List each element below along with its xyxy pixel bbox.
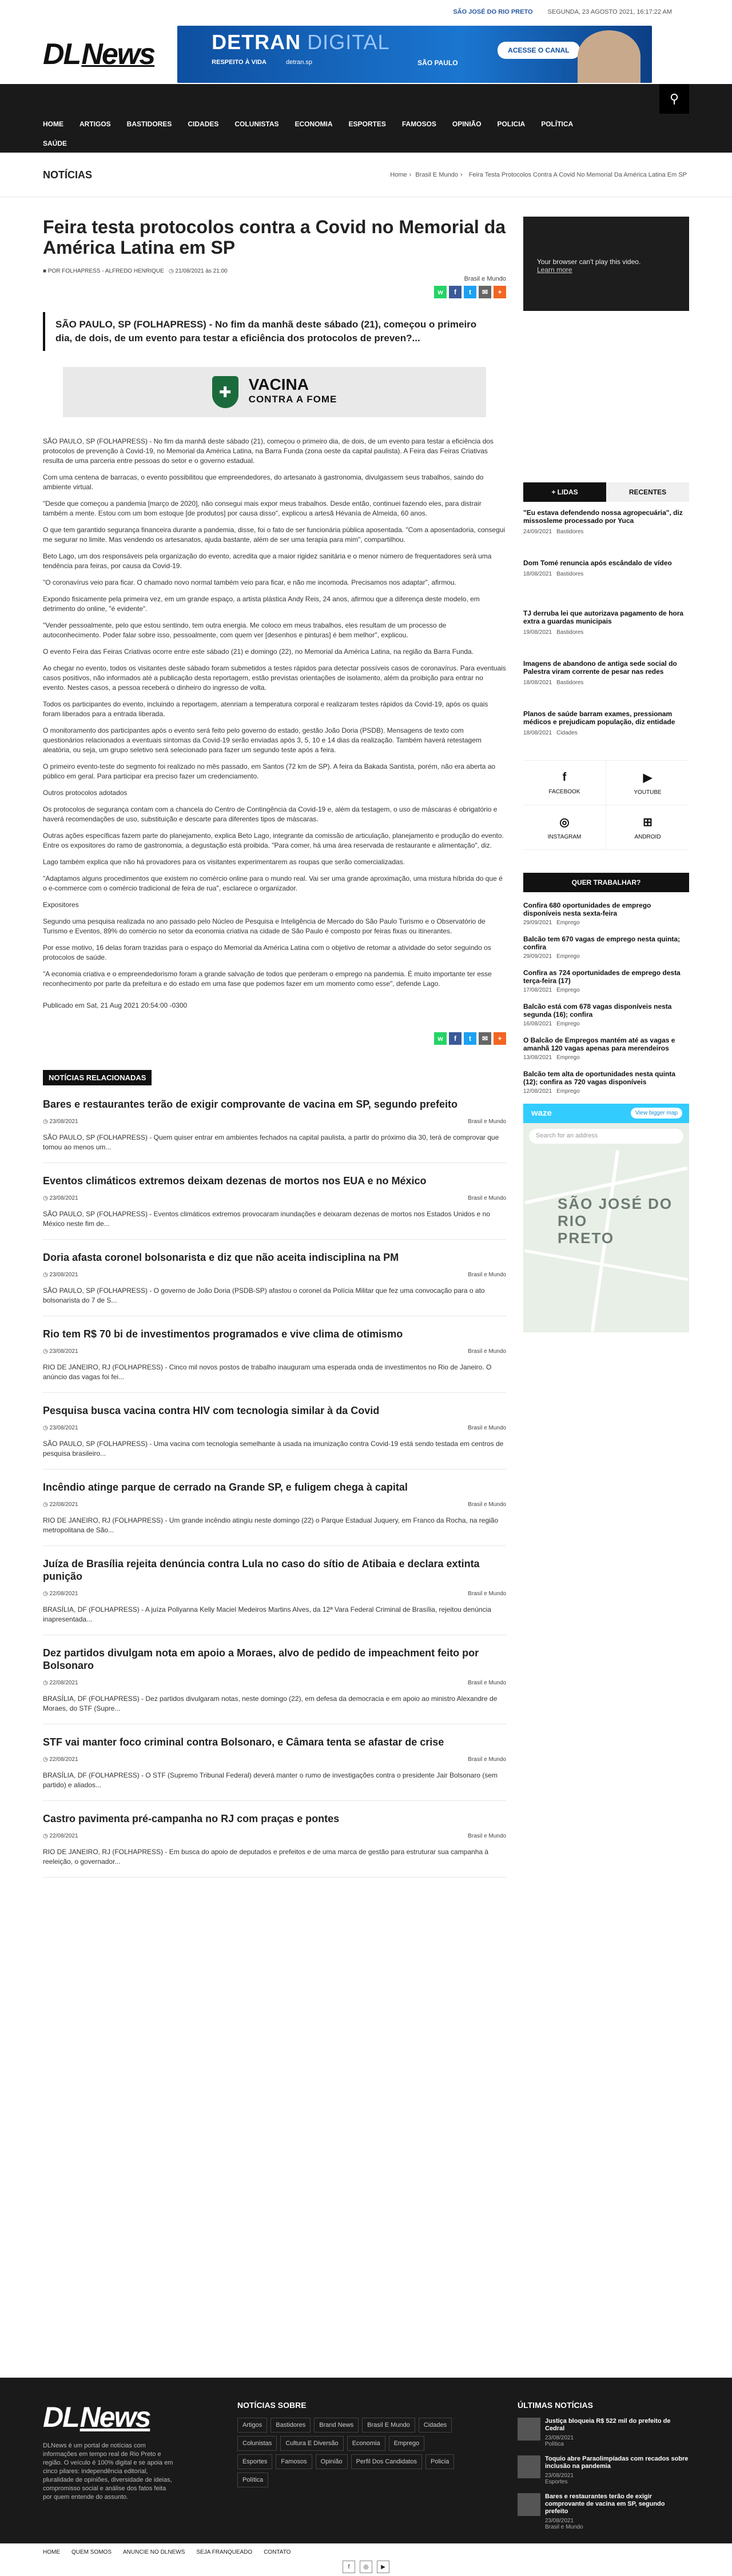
- article-lead: SÃO PAULO, SP (FOLHAPRESS) - No fim da manhã deste sábado (21), começou o primeiro dia, de dois, de um evento para testar a eficiência dos protocolos de preven?...: [43, 312, 506, 351]
- clock-icon: ◷: [43, 1501, 50, 1508]
- thumbnail: [518, 2418, 540, 2441]
- bottom-social: [0, 2561, 732, 2573]
- related-list: [43, 1098, 506, 1878]
- twitter-icon[interactable]: t: [464, 286, 476, 298]
- related-meta: [43, 1833, 506, 1839]
- published-date: Publicado em Sat, 21 Aug 2021 20:54:00 -0300: [43, 1001, 188, 1009]
- footer-tag[interactable]: Artigos: [237, 2418, 267, 2433]
- clock-icon: ◷: [43, 1425, 50, 1431]
- user-icon: ■: [43, 268, 48, 274]
- job-date: 16/08/2021: [523, 1021, 552, 1027]
- article-paragraph: Beto Lago, um dos responsáveis pela organização do evento, acredita que a maior rigidez sanitária e o menor número de frequentadores será uma tendência para feiras, por causa da Covid-19.: [43, 552, 492, 570]
- bottom-bar: [0, 2543, 732, 2576]
- related-category[interactable]: Brasil e Mundo: [468, 1119, 506, 1125]
- related-item[interactable]: [43, 1557, 506, 1635]
- job-date: 17/08/2021: [523, 987, 552, 993]
- logo-news: News: [81, 37, 155, 71]
- related-date: 22/08/2021: [49, 1756, 78, 1763]
- related-excerpt: SÃO PAULO, SP (FOLHAPRESS) - Uma vacina com tecnologia semelhante à usada na imunização contra Covid-19 está sendo testada em centros de pesquisa brasileiro...: [43, 1440, 504, 1457]
- bottom-link[interactable]: CONTATO: [264, 2549, 291, 2555]
- article-paragraph: "A economia criativa e o empreendedorismo foram a grande salvação de todos que perderam o emprego na pandemia. É muito importante ter esse reconhecimento por parte da prefeitura e do estado em uma fase que podemos fazer em um momento como esse", defende Lago.: [43, 970, 492, 988]
- social-label: FACEBOOK: [548, 788, 580, 795]
- person-image: [578, 30, 640, 83]
- related-title[interactable]: Bares e restaurantes terão de exigir comprovante de vacina em SP, segundo prefeito: [43, 1099, 458, 1110]
- footer-latest-title[interactable]: Justiça bloqueia R$ 522 mil do prefeito de Cedral: [545, 2418, 671, 2432]
- video-message: Your browser can't play this video.: [537, 258, 641, 266]
- related-item[interactable]: [43, 1404, 506, 1469]
- most-read-date: 18/08/2021: [523, 730, 552, 736]
- article-paragraph: Segundo uma pesquisa realizada no ano passado pelo Núcleo de Pesquisa e Inteligência de Mercado do São Paulo Turismo e o Observatório de Turismo e Eventos, 89% do comércio no setor da economia criativa na cidade de São Paulo é composto por feiras fixas ou itinerantes.: [43, 917, 486, 935]
- footer-tag[interactable]: Bastidores: [270, 2418, 311, 2433]
- job-title[interactable]: Balcão tem alta de oportunidades nesta quinta (12); confira as 720 vagas disponíveis: [523, 1070, 676, 1086]
- search-icon[interactable]: ⚲: [659, 84, 689, 114]
- related-excerpt: BRASÍLIA, DF (FOLHAPRESS) - O STF (Supremo Tribunal Federal) deverá manter o rumo de investigações contra o presidente Jair Bolsonaro (sem partido) e aliados...: [43, 1771, 498, 1789]
- city-label: SÃO JOSÉ DO RIO PRETO: [453, 9, 533, 15]
- article-paragraph: Todos os participantes do evento, incluindo a reportagem, atenriam a temperatura corporal e realizaram testes rápidos da Covid-19, após os quais foram liberados para a entrada liberada.: [43, 700, 488, 718]
- clock-icon: ◷: [43, 1195, 50, 1201]
- sidebar-tabs: [523, 482, 689, 502]
- social-label: YOUTUBE: [634, 789, 662, 796]
- job-item[interactable]: [523, 1070, 689, 1095]
- sidebar: [523, 217, 689, 1889]
- related-title[interactable]: Rio tem R$ 70 bi de investimentos programados e vive clima de otimismo: [43, 1328, 403, 1340]
- related-date: 23/08/2021: [49, 1119, 78, 1125]
- clock-icon: ◷: [169, 268, 176, 274]
- related-category[interactable]: Brasil e Mundo: [468, 1348, 506, 1355]
- most-read-category[interactable]: Bastidores: [556, 629, 584, 636]
- vaccine-line2: CONTRA A FOME: [248, 394, 337, 405]
- breadcrumb-current: Feira Testa Protocolos Contra A Covid No Memorial Da América Latina Em SP: [468, 171, 687, 178]
- article-paragraph: "Adaptamos alguns procedimentos que existem no comércio online para o mundo real. Vai ser uma grande aproximação, uma mistura híbrida do que é o e-commerce com o comércio tradicional de feira de rua", esclarece o organizador.: [43, 874, 503, 892]
- email-icon[interactable]: ✉: [479, 286, 491, 298]
- article-paragraph: Outros protocolos adotados: [43, 789, 128, 797]
- article-paragraph: "Vender pessoalmente, pelo que estou sentindo, tem outra energia. Me coloco em meus trabalhos, eles resultam de um processo de autoconhecimento. Poder falar sobre isso, pessoalmente, com quem ver [desenhos e pinturas] é bem melhor", explicou.: [43, 621, 447, 639]
- job-item[interactable]: [523, 935, 689, 960]
- job-category[interactable]: Emprego: [556, 1021, 580, 1027]
- most-read-title[interactable]: TJ derruba lei que autorizava pagamento de hora extra a guardas municipais: [523, 609, 684, 625]
- twitter-icon[interactable]: t: [464, 1032, 476, 1045]
- related-title[interactable]: Castro pavimenta pré-campanha no RJ com praças e pontes: [43, 1813, 340, 1824]
- ad-banner[interactable]: [177, 26, 652, 83]
- related-title[interactable]: Juíza de Brasília rejeita denúncia contra Lula no caso do sítio de Atibaia e declara extinta punição: [43, 1558, 480, 1582]
- most-read-item[interactable]: [523, 660, 689, 701]
- thumbnail: [518, 2493, 540, 2516]
- nav-item[interactable]: ESPORTES: [348, 120, 386, 128]
- article-paragraph: SÃO PAULO, SP (FOLHAPRESS) - No fim da manhã deste sábado (21), começou o primeiro dia, de dois, de um evento para testar a eficiência dos protocolos de prevenção à Covid-19, no Memorial da América Latina, na Barra Funda (zona oeste da capital paulista). A Feira das Feiras Criativas resulta de uma parceria entre pessoas do setor e o governo estadual.: [43, 437, 494, 465]
- job-date: 13/08/2021: [523, 1055, 552, 1061]
- header: [0, 24, 732, 84]
- instagram-icon: ◎: [559, 816, 570, 829]
- related-item[interactable]: [43, 1481, 506, 1546]
- map-search-input[interactable]: Search for an address: [529, 1129, 683, 1144]
- related-date: 22/08/2021: [49, 1591, 78, 1597]
- related-heading: NOTÍCIAS RELACIONADAS: [43, 1070, 152, 1085]
- banner-gov: SÃO PAULO: [417, 58, 458, 67]
- footer-latest-category[interactable]: Política: [545, 2441, 564, 2447]
- map-city-label: SÃO JOSÉ DO RIO PRETO: [558, 1195, 673, 1247]
- share-bar-bottom: [43, 1032, 506, 1045]
- related-title[interactable]: Eventos climáticos extremos deixam dezenas de mortos nos EUA e no México: [43, 1175, 427, 1187]
- clock-icon: ◷: [43, 1348, 50, 1355]
- related-date: 23/08/2021: [49, 1348, 78, 1355]
- related-item[interactable]: [43, 1647, 506, 1724]
- facebook-icon[interactable]: f: [449, 1032, 462, 1045]
- share-bar: [43, 286, 506, 298]
- footer-tag[interactable]: Esportes: [237, 2454, 272, 2469]
- related-date: 22/08/2021: [49, 1501, 78, 1508]
- job-item[interactable]: [523, 969, 689, 993]
- footer-latest-title[interactable]: Bares e restaurantes terão de exigir comprovante de vacina em SP, segundo prefeito: [545, 2493, 665, 2515]
- footer-latest-title: ÚLTIMAS NOTÍCIAS: [518, 2401, 593, 2410]
- view-bigger-map-button[interactable]: View bigger map: [631, 1108, 682, 1119]
- related-excerpt: BRASÍLIA, DF (FOLHAPRESS) - Dez partidos divulgaram notas, neste domingo (22), em defesa da democracia e em apoio ao ministro Alexandre de Moraes, do STF (Supre...: [43, 1695, 498, 1712]
- related-excerpt: RIO DE JANEIRO, RJ (FOLHAPRESS) - Cinco mil novos postos de trabalho inauguram uma esperada onda de investimentos no Rio de Janeiro. O anúncio das vagas foi fei...: [43, 1363, 492, 1381]
- footer-latest-title[interactable]: Toquio abre Paraolimpíadas com recados sobre inclusão na pandemia: [545, 2455, 689, 2470]
- related-excerpt: RIO DE JANEIRO, RJ (FOLHAPRESS) - Em busca do apoio de deputados e prefeitos e de uma marca de gestão para estruturar sua campanha à reeleição, o governador...: [43, 1848, 489, 1866]
- footer-tag[interactable]: Policia: [425, 2454, 454, 2469]
- related-meta: [43, 1195, 506, 1201]
- most-read-item[interactable]: [523, 609, 689, 650]
- logo-dl: DL: [43, 37, 81, 71]
- related-excerpt: BRASÍLIA, DF (FOLHAPRESS) - A juíza Pollyanna Kelly Maciel Medeiros Martins Alves, da 12ª Vara Federal Criminal de Brasília, rejeitou denúncia inapresentada...: [43, 1605, 491, 1623]
- footer-about: DLNews é um portal de notícias com informações em tempo real de Rio Preto e região. O veículo é 100% digital e se apoia em cinco pilares: independência editorial, pluralidade de opiniões, diversidade de ideias, compromisso social e análise dos fatos feita por quem entende do assunto.: [43, 2442, 173, 2501]
- footer-tag[interactable]: Emprego: [389, 2436, 425, 2451]
- footer-latest-item[interactable]: [518, 2493, 689, 2530]
- plus-icon[interactable]: +: [494, 286, 506, 298]
- thumbnail: [518, 2455, 540, 2478]
- social-links: [523, 760, 689, 850]
- related-category[interactable]: Brasil e Mundo: [468, 1501, 506, 1508]
- bottom-social-icon[interactable]: ◎: [360, 2561, 372, 2573]
- article-paragraph: Expondo fisicamente pela primeira vez, em um grande espaço, a artista plástica Andy Reis, 24 anos, afirmou que a diferença deste modelo, em detrimento do online, "é evidente".: [43, 595, 480, 613]
- tab-recentes[interactable]: RECENTES: [606, 482, 689, 502]
- related-category[interactable]: Brasil e Mundo: [468, 1591, 506, 1597]
- most-read-category[interactable]: Bastidores: [556, 571, 584, 577]
- related-meta: [43, 1680, 506, 1686]
- job-category[interactable]: Emprego: [556, 953, 580, 960]
- job-title[interactable]: Confira as 724 oportunidades de emprego desta terça-feira (17): [523, 969, 681, 985]
- footer-latest-category[interactable]: Brasil e Mundo: [545, 2524, 583, 2530]
- most-read-date: 18/08/2021: [523, 680, 552, 686]
- job-title[interactable]: Balcão está com 678 vagas disponíveis nesta segunda (16); confira: [523, 1003, 672, 1019]
- footer-latest-date: 23/08/2021: [545, 2435, 574, 2441]
- most-read-title[interactable]: Imagens de abandono de antiga sede social do Palestra viram corrente de pesar nas redes: [523, 660, 677, 676]
- article-paragraph: Por esse motivo, 16 delas foram trazidas para o espaço do Memorial da América Latina com o objetivo de retomar a atividade do setor seguindo os protocolos de saúde.: [43, 944, 491, 961]
- bottom-social-icon[interactable]: ▶: [377, 2561, 389, 2573]
- youtube-icon: ▶: [643, 771, 653, 784]
- article: [43, 217, 506, 1889]
- facebook-icon: f: [562, 770, 567, 784]
- menu-row: [43, 114, 689, 134]
- nav-item[interactable]: ECONOMIA: [295, 120, 333, 128]
- site-logo[interactable]: [43, 37, 154, 71]
- jobs-title: QUER TRABALHAR?: [523, 873, 689, 892]
- whatsapp-icon[interactable]: w: [434, 286, 447, 298]
- most-read-date: 19/08/2021: [523, 629, 552, 636]
- social-android[interactable]: [606, 805, 689, 850]
- article-paragraph: Os protocolos de segurança contam com a chancela do Centro de Contingência da Covid-19 e, além da testagem, o uso de máscaras é obrigatório e haverá recomendações de uso, substituição e descarte para diferentes tipos de máscaras.: [43, 805, 498, 823]
- social-facebook[interactable]: [523, 761, 606, 805]
- nav-item[interactable]: BASTIDORES: [126, 120, 172, 128]
- job-title[interactable]: O Balcão de Empregos mantém até as vagas e amanhã 120 vagas apenas para merendeiros: [523, 1036, 675, 1052]
- footer-tag[interactable]: Economia: [347, 2436, 385, 2451]
- article-date: 21/08/2021 às 21:00: [175, 268, 228, 274]
- related-date: 23/08/2021: [49, 1195, 78, 1201]
- job-item[interactable]: [523, 901, 689, 926]
- nav-item-saude[interactable]: SAÚDE: [43, 139, 67, 147]
- nav-item[interactable]: OPINIÃO: [452, 120, 482, 128]
- footer-tag[interactable]: Brand News: [314, 2418, 359, 2433]
- related-item[interactable]: [43, 1328, 506, 1393]
- footer-tag[interactable]: Opinião: [316, 2454, 348, 2469]
- footer-tag[interactable]: Política: [237, 2473, 268, 2487]
- related-meta: [43, 1425, 506, 1431]
- nav-item[interactable]: POLICIA: [497, 120, 526, 128]
- related-title[interactable]: Pesquisa busca vacina contra HIV com tecnologia similar à da Covid: [43, 1405, 380, 1416]
- footer: [0, 2378, 732, 2543]
- most-read-title[interactable]: Dom Tomé renuncia após escândalo de vídeo: [523, 559, 672, 567]
- article-meta: [43, 268, 506, 274]
- article-paragraph: O evento Feira das Feiras Criativas ocorre entre este sábado (21) e domingo (22), no Memorial da América Latina, na região da Barra Funda.: [43, 648, 474, 656]
- related-category[interactable]: Brasil e Mundo: [468, 1833, 506, 1839]
- most-read-item[interactable]: [523, 710, 689, 751]
- footer-tag[interactable]: Perfil Dos Candidatos: [351, 2454, 422, 2469]
- article-category[interactable]: Brasil e Mundo: [464, 275, 506, 282]
- nav-item[interactable]: POLÍTICA: [541, 120, 574, 128]
- related-date: 23/08/2021: [49, 1272, 78, 1278]
- main-nav: [0, 84, 732, 153]
- article-paragraph: Ao chegar no evento, todos os visitantes deste sábado foram submetidos a testes rápidos para detectar possíveis casos de coronavírus. Para eventuais casos positivos, não informados até a publicação desta reportagem, estão previstas orientações de isolamento, além da proibição para entrar no evento. Nestes casos, a pessoa receberá o dinheiro do ingresso de volta.: [43, 664, 506, 692]
- bottom-link[interactable]: ANUNCIE NO DLNEWS: [123, 2549, 185, 2555]
- email-icon[interactable]: ✉: [479, 1032, 491, 1045]
- nav-item[interactable]: HOME: [43, 120, 63, 128]
- social-instagram[interactable]: [523, 805, 606, 850]
- article-paragraph: "Desde que começou a pandemia [março de 2020], não consegui mais expor meus trabalhos. Desde então, continuei fazendo eles, para distrair também a mente. Estou com um bom estoque [de produtos] por causa disso", explicou a artesã Hévanía de Almeida, 60 anos.: [43, 500, 482, 517]
- related-title[interactable]: Doria afasta coronel bolsonarista e diz que não aceita indisciplina na PM: [43, 1252, 399, 1263]
- footer-tags: [237, 2418, 455, 2487]
- footer-latest-date: 23/08/2021: [545, 2518, 574, 2524]
- footer-latest-item[interactable]: [518, 2418, 689, 2447]
- bottom-social-icon[interactable]: f: [343, 2561, 355, 2573]
- facebook-icon[interactable]: f: [449, 286, 462, 298]
- related-item[interactable]: [43, 1812, 506, 1878]
- footer-tag[interactable]: Cultura E Diversão: [280, 2436, 343, 2451]
- banner-detran: detran.sp: [286, 58, 313, 66]
- vaccine-line1: VACINA: [248, 376, 309, 393]
- clock-icon: ◷: [43, 1272, 50, 1278]
- related-item[interactable]: [43, 1736, 506, 1801]
- most-read-category[interactable]: Cidades: [556, 730, 578, 736]
- breadcrumb: Home › Brasil E Mundo › Feira Testa Protocolos Contra A Covid No Memorial Da América Latina Em SP: [390, 171, 687, 178]
- banner-respeito: RESPEITO À VIDA: [212, 58, 266, 66]
- nav-item[interactable]: ARTIGOS: [79, 120, 111, 128]
- video-learn-more[interactable]: Learn more: [537, 266, 572, 274]
- related-item[interactable]: [43, 1098, 506, 1163]
- footer-tag[interactable]: Cidades: [419, 2418, 452, 2433]
- nav-item[interactable]: COLUNISTAS: [234, 120, 279, 128]
- article-paragraph: Outras ações específicas fazem parte do planejamento, explica Beto Lago, integrante da comissão de articulação, planejamento e produção do evento. Entre os expositores do ramo de gastronomia, a degustação está proibida. "Para comer, há uma área reservada de restaurante e alimentação", diz.: [43, 832, 504, 849]
- related-category[interactable]: Brasil e Mundo: [468, 1425, 506, 1431]
- tab-lidas[interactable]: + LIDAS: [523, 482, 606, 502]
- most-read-item[interactable]: [523, 509, 689, 550]
- clock-icon: ◷: [43, 1680, 50, 1686]
- article-paragraph: O que tem garantido segurança financeira durante a pandemia, disse, foi o fato de ser funcionária pública aposentada. "Com a aposentadoria, consegui me segurar no limite. Mas vendendo os artesanatos, ajuda bastante, além de ser uma terapia para mim", compartilhou.: [43, 526, 506, 544]
- related-excerpt: SÃO PAULO, SP (FOLHAPRESS) - Eventos climáticos extremos provocaram inundações e deixaram dezenas de mortos nos Estados Unidos e no México neste fim de...: [43, 1210, 490, 1228]
- nav-item[interactable]: FAMOSOS: [401, 120, 436, 128]
- article-paragraph: Lago também explica que não há provadores para os visitantes experimentarem as roupas que serão comercializadas.: [43, 858, 405, 866]
- clock-icon: ◷: [43, 1833, 50, 1839]
- related-item[interactable]: [43, 1175, 506, 1240]
- clock-icon: ◷: [43, 1119, 50, 1125]
- job-date: 29/09/2021: [523, 920, 552, 926]
- top-bar: [0, 0, 732, 24]
- related-item[interactable]: [43, 1251, 506, 1316]
- article-title: Feira testa protocolos contra a Covid no Memorial da América Latina em SP: [43, 217, 506, 258]
- most-read-title[interactable]: "Eu estava defendendo nossa agropecuária", diz missosleme processado por Yuca: [523, 509, 683, 525]
- job-date: 12/08/2021: [523, 1088, 552, 1095]
- related-date: 22/08/2021: [49, 1680, 78, 1686]
- job-title[interactable]: Balcão tem 670 vagas de emprego nesta quinta; confira: [523, 935, 681, 951]
- footer-latest-category[interactable]: Esportes: [545, 2479, 568, 2485]
- vaccine-banner[interactable]: [63, 367, 486, 417]
- clock-icon: ◷: [43, 1591, 50, 1597]
- related-category[interactable]: Brasil e Mundo: [468, 1195, 506, 1201]
- related-category[interactable]: Brasil e Mundo: [468, 1272, 506, 1278]
- related-meta: [43, 1591, 506, 1597]
- section-title: NOTÍCIAS: [43, 169, 93, 181]
- job-category[interactable]: Emprego: [556, 1055, 580, 1061]
- most-read-category[interactable]: Bastidores: [556, 529, 584, 535]
- job-item[interactable]: [523, 1003, 689, 1027]
- related-title[interactable]: Incêndio atinge parque de cerrado na Grande SP, e fuligem chega à capital: [43, 1481, 408, 1493]
- job-category[interactable]: Emprego: [556, 1088, 580, 1095]
- related-excerpt: RIO DE JANEIRO, RJ (FOLHAPRESS) - Um grande incêndio atingiu neste domingo (22) o Parque Estadual Juquery, em Franco da Rocha, na região metropolitana de São...: [43, 1516, 499, 1534]
- banner-cta-button[interactable]: ACESSE O CANAL: [498, 42, 579, 59]
- footer-logo[interactable]: DL News: [43, 2401, 150, 2433]
- footer-tag[interactable]: Colunistas: [237, 2436, 277, 2451]
- related-meta: [43, 1119, 506, 1125]
- whatsapp-icon[interactable]: w: [434, 1032, 447, 1045]
- video-player[interactable]: [523, 217, 689, 311]
- related-meta: [43, 1348, 506, 1355]
- footer-latest-item[interactable]: [518, 2455, 689, 2485]
- waze-logo: waze: [523, 1104, 689, 1123]
- related-meta: [43, 1756, 506, 1763]
- article-paragraph: O primeiro evento-teste do segmento foi realizado no mês passado, em Santos (72 km de SP). A feira da Bakada Santista, porém, não era aberta ao público em geral. Para participar era preciso fazer um credenciamento.: [43, 762, 496, 780]
- footer-tag[interactable]: Brasil E Mundo: [362, 2418, 415, 2433]
- date-label: SEGUNDA, 23 AGOSTO 2021, 16:17:22 AM: [547, 9, 672, 15]
- article-body: [43, 437, 506, 989]
- most-read-date: 24/09/2021: [523, 529, 552, 535]
- clock-icon: ◷: [43, 1756, 50, 1763]
- bottom-link[interactable]: SEJA FRANQUEADO: [196, 2549, 253, 2555]
- related-title[interactable]: STF vai manter foco criminal contra Bolsonaro, e Câmara tenta se afastar de crise: [43, 1736, 444, 1748]
- related-category[interactable]: Brasil e Mundo: [468, 1680, 506, 1686]
- related-category[interactable]: Brasil e Mundo: [468, 1756, 506, 1763]
- jobs-list: [523, 901, 689, 1095]
- syringe-icon: ✚: [212, 376, 238, 408]
- job-title[interactable]: Confira 680 oportunidades de emprego disponíveis nesta sexta-feira: [523, 901, 651, 917]
- related-excerpt: SÃO PAULO, SP (FOLHAPRESS) - Quem quiser entrar em ambientes fechados na capital paulista, a partir do próximo dia 30, terá de comprovar que tomou ao menos um...: [43, 1133, 499, 1151]
- most-read-item[interactable]: [523, 559, 689, 600]
- job-item[interactable]: [523, 1036, 689, 1061]
- article-paragraph: O monitoramento dos participantes após o evento será feito pelo governo do estado, gestão João Doria (PSDB). Mensagens de texto com questionários relacionados a eventuais sintomas da Covid-19 serão enviadas após 3, 5, 10 e 14 dias da realização. Também haverá retestagem aleatória, ou seja, um grupo seletivo será selecionado para fazer um segundo teste após a feira.: [43, 726, 482, 754]
- job-date: 29/09/2021: [523, 953, 552, 960]
- most-read-date: 18/08/2021: [523, 571, 552, 577]
- social-label: INSTAGRAM: [547, 833, 582, 840]
- breadcrumb-home[interactable]: Home: [390, 171, 407, 178]
- related-date: 22/08/2021: [49, 1833, 78, 1839]
- footer-latest-list: [518, 2418, 689, 2530]
- article-paragraph: "O coronavírus veio para ficar. O chamado novo normal também veio para ficar, e não me incomoda. Precisamos nos adaptar", afirmou.: [43, 578, 456, 586]
- social-youtube[interactable]: [606, 761, 689, 805]
- most-read-list: [523, 509, 689, 751]
- breadcrumb-category[interactable]: Brasil E Mundo: [415, 171, 458, 178]
- article-paragraph: Expositores: [43, 901, 79, 909]
- most-read-title[interactable]: Planos de saúde barram exames, pressionam médicos e prejudicam população, diz entidade: [523, 710, 675, 726]
- related-meta: [43, 1501, 506, 1508]
- related-meta: [43, 1272, 506, 1278]
- footer-latest-date: 23/08/2021: [545, 2473, 574, 2479]
- banner-title: DETRAN DIGITAL: [212, 30, 390, 54]
- job-category[interactable]: Emprego: [556, 920, 580, 926]
- job-category[interactable]: Emprego: [556, 987, 580, 993]
- bottom-link[interactable]: HOME: [43, 2549, 60, 2555]
- article-author: POR FOLHAPRESS - ALFREDO HENRIQUE: [47, 268, 164, 274]
- footer-tag[interactable]: Famosos: [276, 2454, 312, 2469]
- nav-item[interactable]: CIDADES: [188, 120, 219, 128]
- footer-tags-title: NOTÍCIAS SOBRE: [237, 2401, 307, 2410]
- most-read-category[interactable]: Bastidores: [556, 680, 584, 686]
- bottom-link[interactable]: QUEM SOMOS: [71, 2549, 112, 2555]
- map-widget[interactable]: [523, 1104, 689, 1332]
- related-excerpt: SÃO PAULO, SP (FOLHAPRESS) - O governo de João Doria (PSDB-SP) afastou o coronel da Polícia Militar que fez uma convocação para o ato bolsonarista do 7 de S...: [43, 1287, 485, 1304]
- related-title[interactable]: Dez partidos divulgam nota em apoio a Moraes, alvo de pedido de impeachment feito por Bolsonaro: [43, 1647, 479, 1671]
- android-icon: ⊞: [643, 816, 653, 829]
- section-bar: [0, 153, 732, 197]
- plus-icon[interactable]: +: [494, 1032, 506, 1045]
- social-label: ANDROID: [634, 833, 661, 840]
- related-date: 23/08/2021: [49, 1425, 78, 1431]
- article-paragraph: Com uma centena de barracas, o evento possibilitou que empreendedores, do artesanato à gastronomia, divulgassem seus trabalhos, saindo do ambiente virtual.: [43, 473, 484, 491]
